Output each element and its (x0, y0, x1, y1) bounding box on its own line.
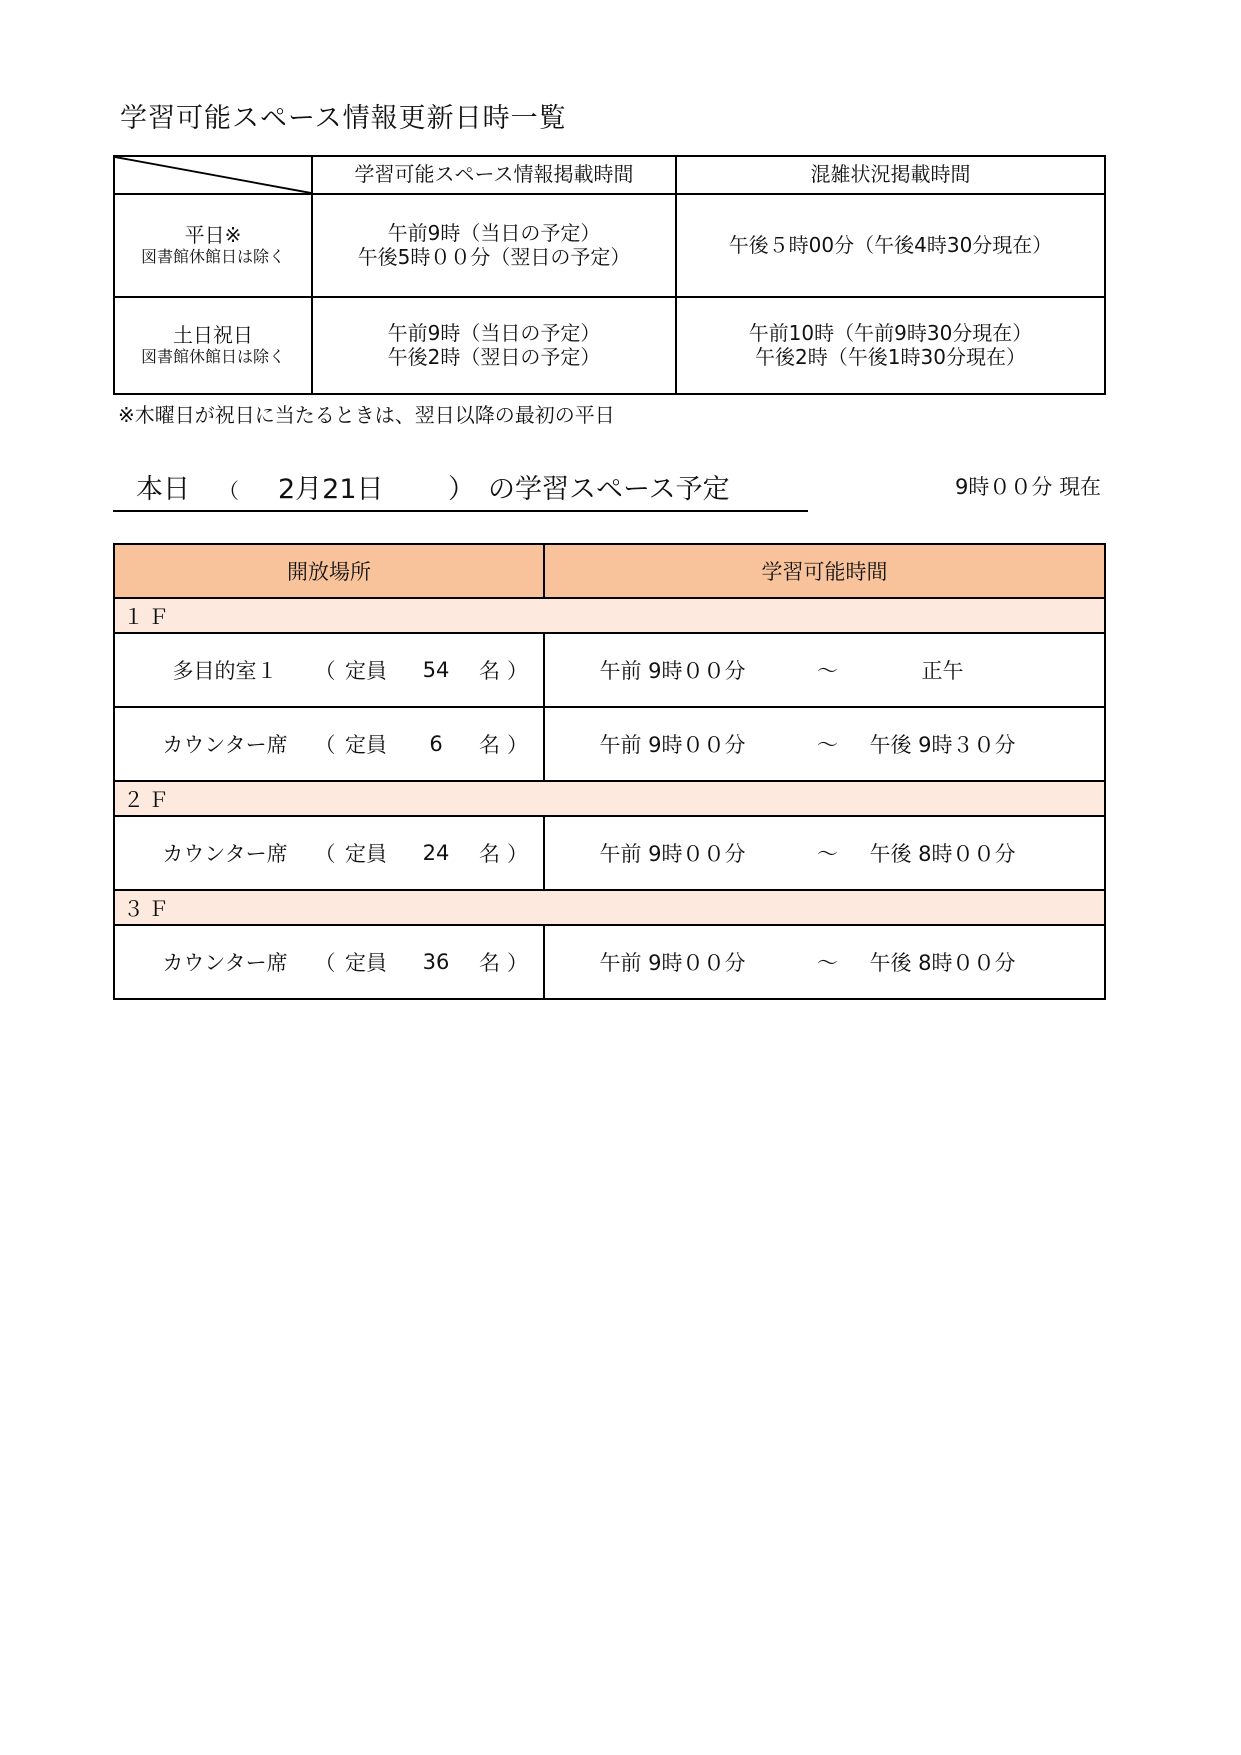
table-row-weekend (114, 297, 1105, 394)
hours-cell (544, 707, 1105, 781)
current-time (955, 471, 1101, 501)
capacity-label: 定員 (345, 951, 387, 975)
capacity-unit: 名 (479, 951, 500, 975)
column-header-space-info: 学習可能スペース情報掲載時間 (312, 156, 676, 194)
space-info-cell (312, 194, 676, 297)
start-time: 午前 9時００分 (599, 733, 746, 757)
day-cell (114, 194, 312, 297)
start-time: 午前 9時００分 (599, 951, 746, 975)
day-cell (114, 297, 312, 394)
paren-close: ） (507, 842, 528, 866)
paren-open: （ (314, 951, 336, 975)
floor-label: ２Ｆ (114, 781, 1105, 816)
location-cell (114, 633, 544, 707)
capacity-value: 6 (429, 732, 443, 756)
column-header-congestion: 混雑状況掲載時間 (676, 156, 1105, 194)
page-title: 学習可能スペース情報更新日時一覧 (120, 103, 567, 134)
capacity-value: 36 (422, 950, 450, 974)
floor-row (114, 781, 1105, 816)
footnote: ※木曜日が祝日に当たるときは、翌日以降の最初の平日 (118, 403, 615, 427)
heading-underline (113, 510, 808, 512)
congestion-line: 午後2時（午後1時30分現在） (755, 344, 1026, 369)
capacity-label: 定員 (345, 842, 387, 866)
range-tilde: ～ (817, 842, 838, 866)
congestion-line: 午後５時00分（午後4時30分現在） (728, 232, 1053, 257)
paren-open: （ (314, 842, 336, 866)
floor-label: １Ｆ (114, 598, 1105, 633)
capacity-unit: 名 (479, 659, 500, 683)
table-corner-cell (114, 156, 312, 194)
day-note: 図書館休館日は除く (140, 246, 285, 266)
column-header-hours: 学習可能時間 (544, 544, 1105, 598)
current-time-value: 9時００分 (955, 475, 1053, 499)
end-time: 午後 8時００分 (869, 951, 1016, 975)
today-suffix: の学習スペース予定 (488, 474, 730, 505)
space-row (114, 707, 1105, 781)
current-time-label: 現在 (1059, 475, 1102, 499)
paren-open: （ (314, 733, 336, 757)
space-info-line: 午前9時（当日の予定） (387, 220, 601, 245)
range-tilde: ～ (817, 951, 838, 975)
space-info-line: 午後2時（翌日の予定） (387, 344, 601, 369)
today-heading (136, 467, 730, 506)
hours-cell (544, 925, 1105, 999)
paren-close: ） (507, 659, 528, 683)
capacity-label: 定員 (345, 733, 387, 757)
congestion-cell (676, 194, 1105, 297)
capacity-label: 定員 (345, 659, 387, 683)
space-name: カウンター席 (162, 842, 288, 866)
floor-label: ３Ｆ (114, 890, 1105, 925)
location-cell (114, 816, 544, 890)
space-row (114, 816, 1105, 890)
space-name: カウンター席 (162, 951, 288, 975)
space-name: 多目的室１ (172, 659, 278, 683)
location-cell (114, 925, 544, 999)
column-header-location: 開放場所 (114, 544, 544, 598)
congestion-line: 午前10時（午前9時30分現在） (748, 320, 1033, 345)
paren-open: （ (314, 659, 336, 683)
paren-close: ） (507, 951, 528, 975)
study-space-table (113, 543, 1106, 1000)
space-info-line: 午後5時００分（翌日の予定） (357, 244, 631, 269)
paren-open: （ (218, 479, 239, 503)
capacity-unit: 名 (479, 842, 500, 866)
table-row-weekday (114, 194, 1105, 297)
capacity-value: 24 (422, 841, 450, 865)
space-info-line: 午前9時（当日の予定） (387, 320, 601, 345)
day-label: 土日祝日 (173, 323, 253, 348)
start-time: 午前 9時００分 (599, 842, 746, 866)
capacity-unit: 名 (479, 733, 500, 757)
day-label: 平日※ (184, 223, 242, 248)
range-tilde: ～ (817, 733, 838, 757)
floor-row (114, 890, 1105, 925)
space-info-cell (312, 297, 676, 394)
end-time: 午後 8時００分 (869, 842, 1016, 866)
diagonal-line (115, 157, 311, 193)
start-time: 午前 9時００分 (599, 659, 746, 683)
paren-close: ） (507, 733, 528, 757)
space-row (114, 633, 1105, 707)
today-prefix: 本日 (136, 474, 190, 505)
update-schedule-table (113, 155, 1106, 395)
end-time: 午後 9時３０分 (869, 733, 1016, 757)
hours-cell (544, 633, 1105, 707)
hours-cell (544, 816, 1105, 890)
space-row (114, 925, 1105, 999)
location-cell (114, 707, 544, 781)
congestion-cell (676, 297, 1105, 394)
capacity-value: 54 (422, 658, 450, 682)
floor-row (114, 598, 1105, 633)
range-tilde: ～ (817, 659, 838, 683)
paren-close: ） (448, 474, 475, 505)
space-name: カウンター席 (162, 733, 288, 757)
today-date: 2月21日 (278, 474, 384, 505)
end-time: 正午 (921, 659, 964, 683)
day-note: 図書館休館日は除く (140, 346, 285, 366)
